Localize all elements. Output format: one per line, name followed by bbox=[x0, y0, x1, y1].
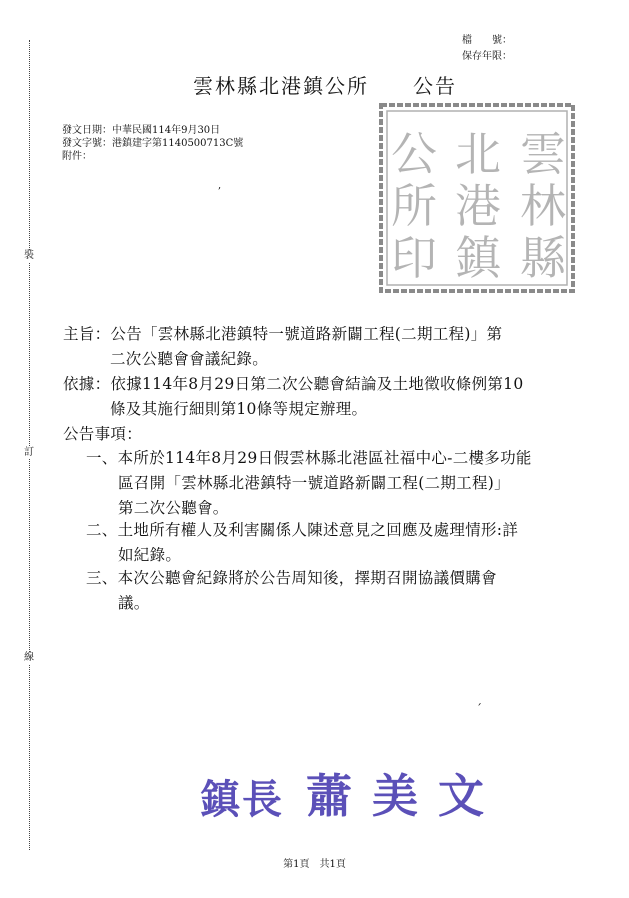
item-line: 二、土地所有權人及利害關係人陳述意見之回應及處理情形:詳 bbox=[86, 521, 519, 539]
svg-text:林: 林 bbox=[520, 179, 566, 233]
subject-line: 二次公聽會會議紀錄。 bbox=[110, 350, 269, 368]
retention-period-label: 保存年限： bbox=[462, 51, 512, 62]
signature-name: 蕭美文 bbox=[306, 769, 504, 823]
basis-line: 依據：依據114年8月29日第二次公聽會結論及土地徵收條例第10 bbox=[63, 375, 524, 393]
item-line: 三、本次公聽會紀錄將於公告周知後，擇期召開協議價購會 bbox=[86, 569, 497, 587]
svg-text:公: 公 bbox=[391, 127, 437, 181]
item-line: 如紀錄。 bbox=[118, 546, 182, 564]
file-number-label: 檔 號： bbox=[462, 35, 512, 46]
svg-text:縣: 縣 bbox=[520, 231, 566, 285]
document-meta bbox=[62, 124, 243, 163]
item-line: 第二次公聽會。 bbox=[118, 499, 229, 517]
signature-title: 鎮長 bbox=[200, 776, 284, 823]
svg-text:印: 印 bbox=[391, 231, 437, 285]
attachment-label: 附件： bbox=[62, 151, 92, 162]
subject-line: 主旨：公告「雲林縣北港鎮特一號道路新闢工程(二期工程)」第 bbox=[63, 325, 503, 343]
svg-text:鎮: 鎮 bbox=[455, 231, 501, 285]
stray-mark: ˊ bbox=[476, 702, 482, 716]
page-footer: 第1頁 共1頁 bbox=[283, 859, 346, 870]
svg-text:所: 所 bbox=[391, 179, 437, 233]
announcement-item bbox=[86, 518, 518, 568]
item-line: 一、本所於114年8月29日假雲林縣北港區社福中心-二樓多功能 bbox=[86, 449, 532, 467]
svg-text:北: 北 bbox=[455, 127, 501, 181]
item-line: 區召開「雲林縣北港鎮特一號道路新闢工程(二期工程)」 bbox=[118, 474, 510, 492]
binding-line bbox=[29, 40, 30, 850]
svg-text:港: 港 bbox=[455, 179, 501, 233]
seal-stamp-icon bbox=[378, 102, 576, 294]
binding-char: 裝 bbox=[24, 250, 34, 261]
announcement-item bbox=[86, 566, 497, 616]
binding-char: 線 bbox=[24, 652, 34, 663]
announcement-item bbox=[86, 446, 532, 521]
stray-mark: , bbox=[218, 180, 222, 191]
basis-section bbox=[63, 372, 524, 422]
svg-text:雲: 雲 bbox=[520, 127, 566, 181]
official-seal bbox=[378, 102, 576, 294]
issue-date: 發文日期：中華民國114年9月30日 bbox=[62, 125, 221, 136]
subject-section bbox=[63, 322, 502, 372]
items-heading: 公告事項： bbox=[63, 425, 143, 443]
basis-line: 條及其施行細則第10條等規定辦理。 bbox=[110, 400, 368, 418]
item-line: 議。 bbox=[118, 594, 150, 612]
binding-char: 訂 bbox=[24, 447, 34, 458]
document-number: 發文字號：港鎮建字第1140500713C號 bbox=[62, 138, 244, 149]
page-title: 雲林縣北港鎮公所 公告 bbox=[193, 74, 457, 98]
